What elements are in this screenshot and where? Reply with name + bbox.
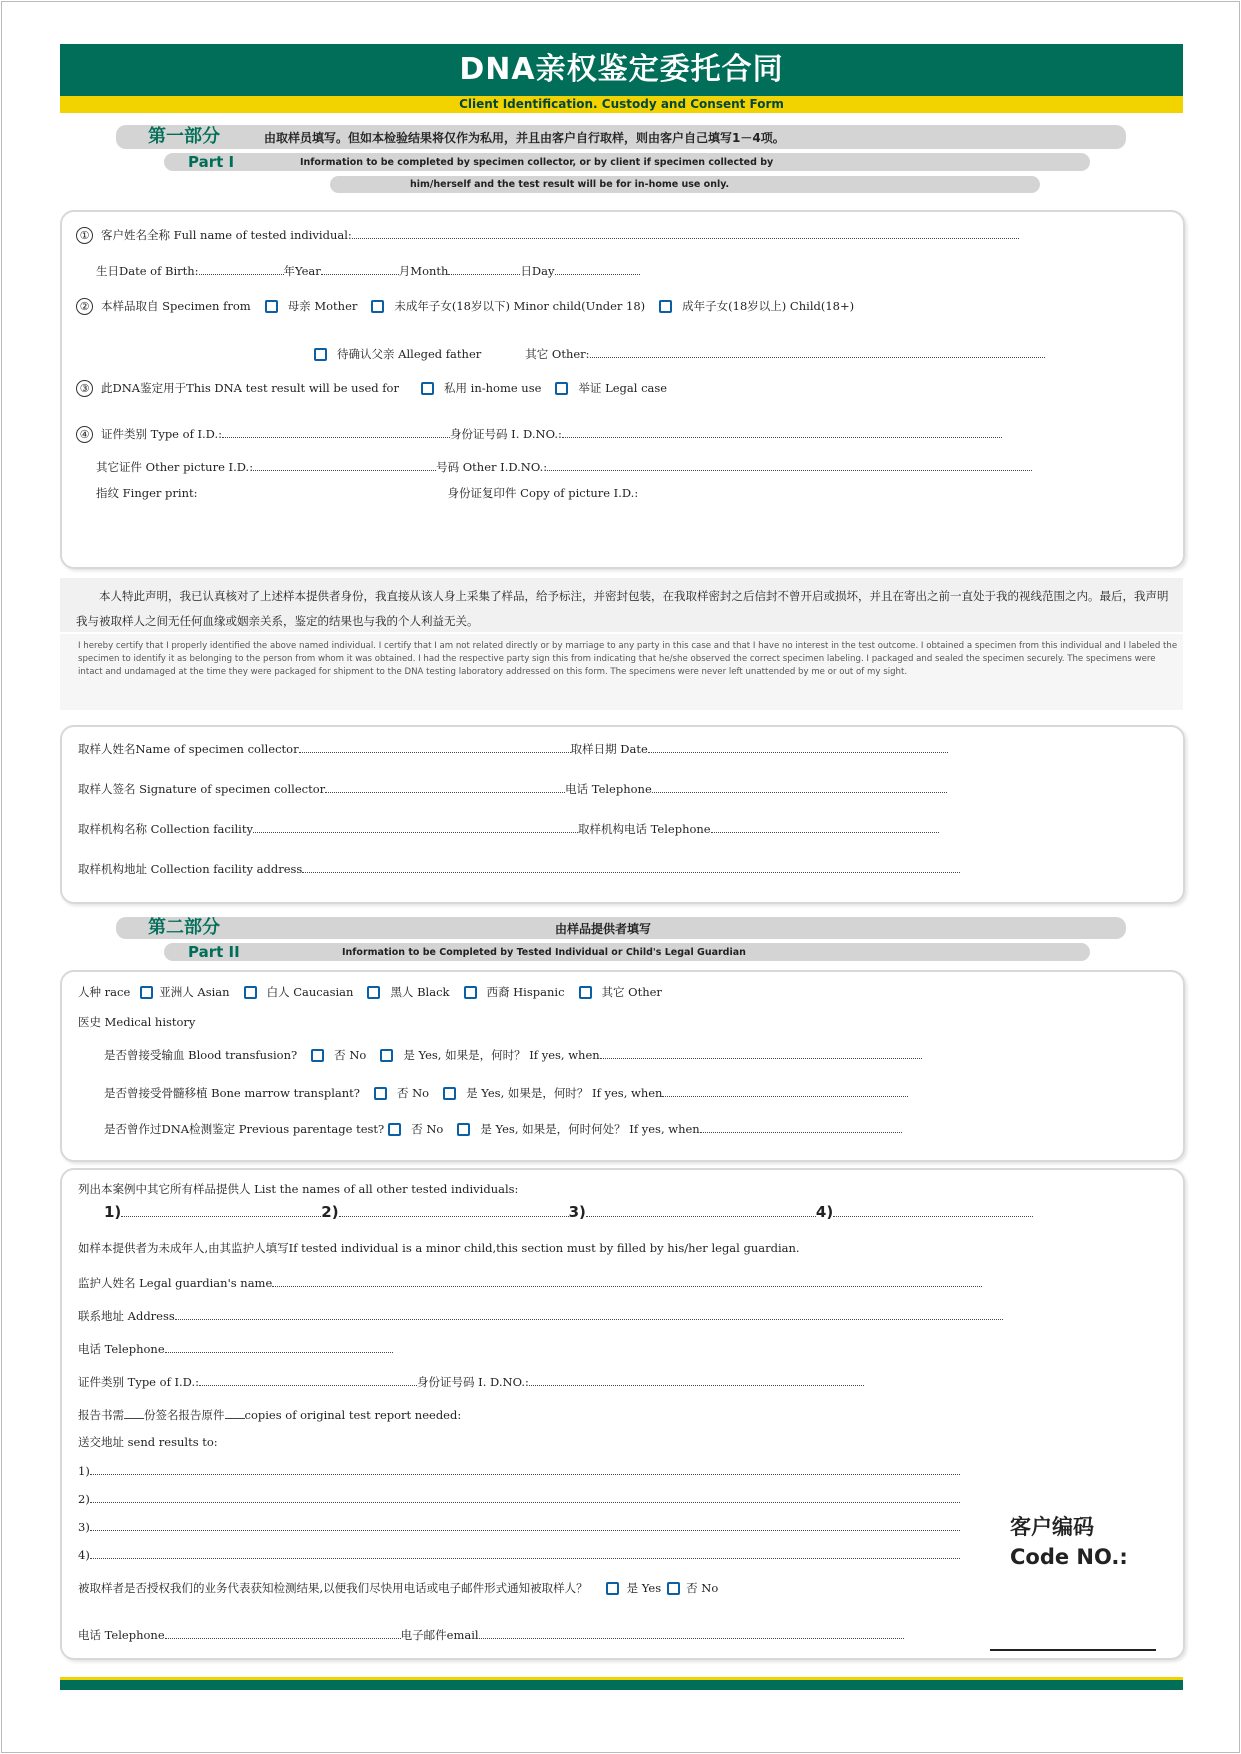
- part1-en-note1: Information to be completed by specimen collector, or by client if specimen collected by: [300, 157, 774, 168]
- facility-tel-label: 取样机构电话 Telephone: [577, 822, 711, 836]
- contact-email-field[interactable]: [479, 1626, 904, 1639]
- address-field[interactable]: [175, 1307, 1003, 1320]
- alleged-checkbox[interactable]: [314, 348, 327, 361]
- dob-label: 生日Date of Birth:: [96, 264, 199, 278]
- send-4-label: 4): [78, 1548, 90, 1562]
- footer-green-bar: [60, 1680, 1183, 1690]
- item-number: ③: [76, 380, 93, 397]
- contact-row: [78, 1626, 904, 1643]
- day-label: 日Day: [520, 264, 555, 278]
- send-1-label: 1): [78, 1464, 90, 1478]
- black-label: 黑人 Black: [390, 985, 450, 999]
- collect-date-label: 取样日期 Date: [570, 742, 648, 756]
- collector-sign-field[interactable]: [325, 780, 565, 793]
- dob-day-line[interactable]: [555, 262, 640, 275]
- marrow-label: 是否曾接受骨髓移植 Bone marrow transplant?: [104, 1086, 360, 1100]
- send-4-row: [78, 1546, 960, 1563]
- inhome-label: 私用 in-home use: [443, 381, 542, 395]
- previous-row: [104, 1120, 902, 1137]
- guardian-id-type-field[interactable]: [199, 1373, 417, 1386]
- other-1-field[interactable]: [121, 1204, 321, 1217]
- authorize-yes-label: 是 Yes: [626, 1581, 662, 1595]
- guardian-label: 监护人姓名 Legal guardian's name: [78, 1276, 273, 1290]
- other-4-field[interactable]: [833, 1204, 1033, 1217]
- report-label-a: 报告书需: [78, 1408, 124, 1422]
- race-row: [78, 984, 662, 1000]
- blood-yes-label: 是 Yes, 如果是，何时？ If yes, when: [403, 1048, 600, 1062]
- marrow-yes-label: 是 Yes, 如果是，何时？ If yes, when: [466, 1086, 663, 1100]
- finger-row: [96, 485, 638, 501]
- other-id-label: 其它证件 Other picture I.D.:: [96, 460, 254, 474]
- month-label: 月Month: [398, 264, 449, 278]
- code-no-field[interactable]: [990, 1649, 1156, 1651]
- report-count-field[interactable]: [124, 1406, 144, 1419]
- full-name-field[interactable]: [352, 226, 1019, 239]
- full-name-row: [76, 226, 1019, 244]
- guardian-field[interactable]: [272, 1274, 982, 1287]
- item-number: ②: [76, 298, 93, 315]
- legal-label: 举证 Legal case: [578, 381, 668, 395]
- blood-row: [104, 1046, 922, 1063]
- address-label: 联系地址 Address: [78, 1309, 175, 1323]
- send-3-row: [78, 1518, 960, 1535]
- marrow-no-label: 否 No: [396, 1086, 430, 1100]
- collector-tel-field[interactable]: [652, 780, 947, 793]
- inhome-checkbox[interactable]: [421, 382, 434, 395]
- authorize-row: [78, 1580, 718, 1596]
- marrow-when-field[interactable]: [662, 1084, 908, 1097]
- contact-tel-label: 电话 Telephone: [78, 1628, 165, 1642]
- minor-note-row: [78, 1240, 800, 1256]
- other-id-row: [96, 458, 1032, 475]
- other-3-label: 3): [568, 1203, 586, 1221]
- blood-no-checkbox[interactable]: [311, 1049, 324, 1062]
- black-checkbox[interactable]: [367, 986, 380, 999]
- item-number: ④: [76, 426, 93, 443]
- year-label: 年Year: [283, 264, 321, 278]
- facility-field[interactable]: [253, 820, 578, 833]
- race-label: 人种 race: [78, 985, 131, 999]
- medical-label: 医史 Medical history: [78, 1015, 196, 1029]
- other-no-label: 号码 Other I.D.NO.:: [436, 460, 548, 474]
- others-items-row: [104, 1204, 1033, 1221]
- minor-note: 如样本提供者为未成年人,由其监护人填写If tested individual is a minor child,this section must by filled by his/her legal guardian.: [78, 1241, 800, 1255]
- authorize-no-label: 否 No: [686, 1581, 719, 1595]
- facility-address-row: [78, 860, 960, 877]
- send-4-field[interactable]: [90, 1546, 960, 1559]
- dob-month-field[interactable]: [321, 262, 399, 275]
- part1-en-note2: him/herself and the test result will be for in-home use only.: [410, 179, 730, 190]
- send-label: 送交地址 send results to:: [78, 1435, 218, 1449]
- mother-checkbox[interactable]: [265, 300, 278, 313]
- guardian-tel-field[interactable]: [165, 1340, 393, 1353]
- id-no-field[interactable]: [562, 425, 1002, 438]
- collector-tel-label: 电话 Telephone: [565, 782, 652, 796]
- contact-email-label: 电子邮件email: [400, 1628, 479, 1642]
- dob-year-field[interactable]: [199, 262, 284, 275]
- send-2-row: [78, 1490, 960, 1507]
- declaration-cn: 本人特此声明，我已认真核对了上述样本提供者身份，我直接从该人身上采集了样品，给予标注，并密封包装，在我取样密封之后信封不曾开启或损坏，并且在寄出之前一直处于我的视线范围之内。最后，我声明我与被取样人之间无任何血缘或姻亲关系，鉴定的结果也与我的个人利益无关。: [76, 589, 1169, 628]
- collector-sign-label: 取样人签名 Signature of specimen collector: [78, 782, 326, 796]
- guardian-row: [78, 1274, 982, 1291]
- other-3-field[interactable]: [586, 1204, 816, 1217]
- specimen-from-row: [76, 298, 854, 315]
- part2-en-label: Part II: [188, 943, 240, 961]
- facility-tel-field[interactable]: [711, 820, 939, 833]
- part2-cn-label: 第二部分: [148, 917, 220, 938]
- previous-when-field[interactable]: [700, 1120, 902, 1133]
- dob-row: [96, 262, 640, 279]
- other-label: 其它 Other:: [525, 347, 590, 361]
- asian-checkbox[interactable]: [140, 986, 153, 999]
- previous-no-checkbox[interactable]: [388, 1123, 401, 1136]
- report-row: [78, 1406, 461, 1423]
- item-number: ①: [76, 227, 93, 244]
- send-1-row: [78, 1462, 960, 1479]
- other-4-label: 4): [815, 1203, 834, 1221]
- other-1-label: 1): [104, 1203, 122, 1221]
- collector-name-field[interactable]: [299, 740, 571, 753]
- send-1-field[interactable]: [90, 1462, 960, 1475]
- caucasian-checkbox[interactable]: [244, 986, 257, 999]
- caucasian-label: 白人 Caucasian: [266, 985, 354, 999]
- blood-label: 是否曾接受输血 Blood transfusion?: [104, 1048, 298, 1062]
- collect-date-field[interactable]: [648, 740, 948, 753]
- finger-label: 指纹 Finger print:: [96, 486, 198, 500]
- facility-label: 取样机构名称 Collection facility: [78, 822, 253, 836]
- use-for-label: 此DNA鉴定用于This DNA test result will be used for: [101, 381, 399, 395]
- facility-address-label: 取样机构地址 Collection facility address: [78, 862, 303, 876]
- copy-id-label: 身份证复印件 Copy of picture I.D.:: [447, 486, 639, 500]
- guardian-id-type-label: 证件类别 Type of I.D.:: [78, 1375, 200, 1389]
- dob-day-field[interactable]: [448, 262, 520, 275]
- code-en: Code NO.:: [1010, 1545, 1128, 1569]
- part2-cn-note: 由样品提供者填写: [555, 922, 652, 936]
- previous-label: 是否曾作过DNA检测鉴定 Previous parentage test?: [104, 1122, 385, 1136]
- facility-row: [78, 820, 939, 837]
- adult-checkbox[interactable]: [659, 300, 672, 313]
- contact-tel-field[interactable]: [165, 1626, 401, 1639]
- guardian-id-no-label: 身份证号码 I. D.NO.:: [417, 1375, 529, 1389]
- minor-checkbox[interactable]: [371, 300, 384, 313]
- previous-yes-label: 是 Yes, 如果是，何时何处？ If yes, when: [480, 1122, 700, 1136]
- guardian-tel-row: [78, 1340, 393, 1357]
- adult-label: 成年子女(18岁以上) Child(18+): [682, 299, 855, 313]
- other-field[interactable]: [590, 345, 1045, 358]
- hispanic-label: 西裔 Hispanic: [486, 985, 565, 999]
- id-type-label: 证件类别 Type of I.D.:: [101, 427, 223, 441]
- authorize-label: 被取样者是否授权我们的业务代表获知检测结果,以便我们尽快用电话或电子邮件形式通知被取样人？: [78, 1581, 588, 1595]
- code-no: [1010, 1512, 1128, 1572]
- id-type-row: [76, 425, 1002, 443]
- send-2-field[interactable]: [90, 1490, 960, 1503]
- other-no-field[interactable]: [547, 458, 1032, 471]
- id-no-label: 身份证号码 I. D.NO.:: [450, 427, 562, 441]
- send-3-field[interactable]: [90, 1518, 960, 1531]
- mother-label: 母亲 Mother: [287, 299, 358, 313]
- send-row: [78, 1434, 218, 1450]
- minor-label: 未成年子女(18岁以下) Minor child(Under 18): [394, 299, 646, 313]
- previous-no-label: 否 No: [411, 1122, 444, 1136]
- race-other-checkbox[interactable]: [579, 986, 592, 999]
- marrow-no-checkbox[interactable]: [374, 1087, 387, 1100]
- address-row: [78, 1307, 1003, 1324]
- collector-name-label: 取样人姓名Name of specimen collector: [78, 742, 299, 756]
- marrow-yes-checkbox[interactable]: [443, 1087, 456, 1100]
- hispanic-checkbox[interactable]: [464, 986, 477, 999]
- other-2-field[interactable]: [339, 1204, 569, 1217]
- facility-address-field[interactable]: [302, 860, 960, 873]
- part1-cn-note: 由取样员填写。但如本检验结果将仅作为私用，并且由客户自行取样，则由客户自己填写1－4项。: [264, 131, 785, 145]
- alleged-row: [298, 345, 1045, 362]
- asian-label: 亚洲人 Asian: [159, 985, 230, 999]
- alleged-label: 待确认父亲 Alleged father: [337, 347, 482, 361]
- guardian-id-no-field[interactable]: [529, 1373, 864, 1386]
- race-other-label: 其它 Other: [601, 985, 662, 999]
- blood-no-label: 否 No: [334, 1048, 367, 1062]
- other-id-field[interactable]: [253, 458, 436, 471]
- declaration-en: I hereby certify that I properly identified the above named individual. I certify that I am not related directly or by marriage to any party in this case and that I have no interest in the test outcome. I obtained a specimen from this individual and I labeled the specimen to identify it as belonging to the person from whom it was obtained. I had the respective party sign this from indicating that he/she observed the correct specimen labeling. I packaged and sealed the specimen securely. The specimens were intact and undamaged at the time they were packaged for shipment to the DNA testing laboratory addressed on this form. The specimens were never left unattended by me or out of my sight.: [78, 641, 1178, 677]
- other-2-label: 2): [321, 1203, 339, 1221]
- form-title: DNA亲权鉴定委托合同: [60, 44, 1183, 96]
- collector-name-row: [78, 740, 948, 757]
- send-2-label: 2): [78, 1492, 90, 1506]
- report-label-b: 份签名报告原件: [144, 1408, 225, 1422]
- use-for-row: [76, 380, 667, 397]
- send-3-label: 3): [78, 1520, 90, 1534]
- guardian-id-row: [78, 1373, 864, 1390]
- previous-yes-checkbox[interactable]: [457, 1123, 470, 1136]
- part1-cn-label: 第一部分: [148, 126, 220, 147]
- report-label-c: copies of original test report needed:: [244, 1408, 462, 1422]
- report-copies-field[interactable]: [225, 1406, 245, 1419]
- id-type-field[interactable]: [222, 425, 450, 438]
- blood-when-field[interactable]: [600, 1046, 922, 1059]
- specimen-from-label: 本样品取自 Specimen from: [101, 299, 251, 313]
- others-list-label: 列出本案例中其它所有样品提供人 List the names of all other tested individuals:: [78, 1182, 519, 1196]
- guardian-tel-label: 电话 Telephone: [78, 1342, 165, 1356]
- collector-sign-row: [78, 780, 947, 797]
- authorize-yes-checkbox[interactable]: [606, 1582, 619, 1595]
- blood-yes-checkbox[interactable]: [380, 1049, 393, 1062]
- authorize-no-checkbox[interactable]: [667, 1582, 680, 1595]
- legal-checkbox[interactable]: [555, 382, 568, 395]
- part2-en-note: Information to be Completed by Tested Individual or Child's Legal Guardian: [342, 947, 746, 958]
- code-cn: 客户编码: [1010, 1515, 1094, 1539]
- part1-en-label: Part I: [188, 153, 235, 171]
- others-list-row: [78, 1181, 518, 1197]
- full-name-label: 客户姓名全称 Full name of tested individual:: [101, 228, 352, 242]
- form-subtitle: Client Identification. Custody and Consent Form: [60, 96, 1183, 113]
- marrow-row: [104, 1084, 908, 1101]
- medical-row: [78, 1014, 195, 1030]
